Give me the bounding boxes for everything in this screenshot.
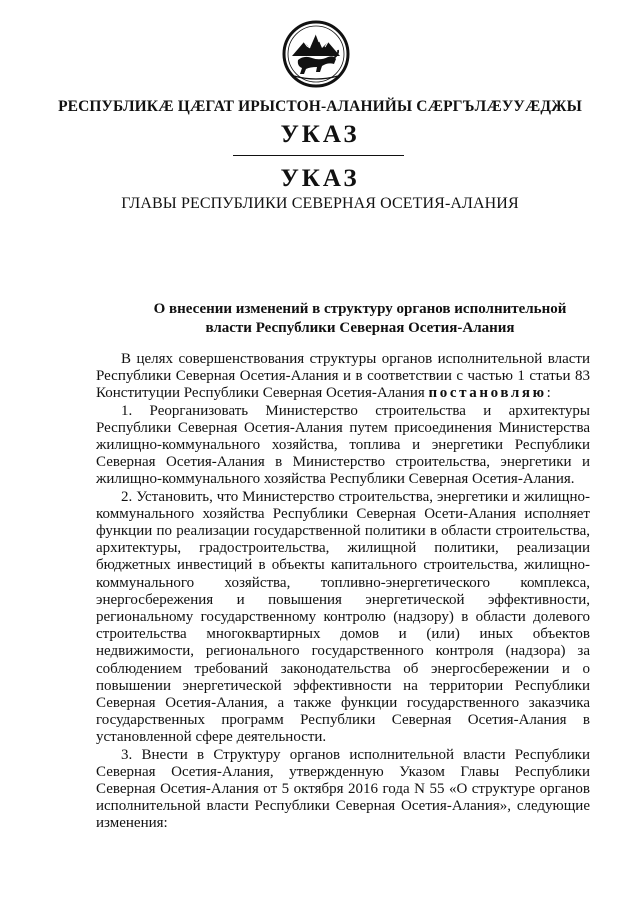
russian-header-title: ГЛАВЫ РЕСПУБЛИКИ СЕВЕРНАЯ ОСЕТИЯ-АЛАНИЯ bbox=[121, 195, 519, 212]
item-paragraph-3: 3. Внести в Структуру органов исполнительной власти Республики Северная Осетия-Алания, утвержденную Указом Главы Республики Северная Осетия-Алания от 5 октября 2016 года N 55 «О структуре органов исполнительной власти Республики Северная Осетия-Алания», следующие изменения: bbox=[96, 746, 590, 832]
item-paragraph-1: 1. Реорганизовать Министерство строительства и архитектуры Республики Северная Осетия-Алания путем присоединения Министерства жилищно-коммунального хозяйства, топлива и энергетики Республики Северная Осетия-Алания в Министерство строительства, энергетики и жилищно-коммунального хозяйства Республики Северная Осетия-Алания. bbox=[96, 402, 590, 488]
item-paragraph-2: 2. Установить, что Министерство строительства, энергетики и жилищно-коммунального хозяйства Республики Северная Осети-Алания исполняет функции по реализации государственной политики в области строительства, архитектуры, градостроительства, жилищной политики, реализации бюджетных инвестиций в объекты капитального строительства, жилищно-коммунального хозяйства, топливно-энергетического комплекса, энергосбережения и повышения энергетической эффективности, региональному государственному контролю (надзору) в области долевого строительства многоквартирных домов и (или) иных объектов недвижимости, регионального государственного контроля (надзора) за соблюдением требований законодательства об энергосбережении и о повышении энергетической эффективности на территории Республики Северная Осетия-Алания, а также функции государственного заказчика государственных программ Республики Северная Осетия-Алания в установленной сфере деятельности. bbox=[96, 488, 590, 746]
postanovlyau-word: постановляю bbox=[428, 385, 547, 402]
decree-subject-line: власти Республики Северная Осетия-Алания bbox=[205, 320, 515, 336]
ukaz-heading-ossetian: УКАЗ bbox=[280, 121, 360, 148]
decree-body bbox=[96, 351, 590, 833]
ukaz-heading-russian: УКАЗ bbox=[280, 165, 360, 192]
preamble-paragraph bbox=[96, 351, 590, 403]
coat-of-arms-emblem bbox=[282, 20, 350, 88]
leopard-emblem-icon bbox=[282, 20, 350, 88]
ossetian-header-title: РЕСПУБЛИКӔ ЦӔГАТ ИРЫСТОН-АЛАНИЙЫ СӔРГЪЛӔУУӔДЖЫ bbox=[58, 98, 582, 115]
decree-subject bbox=[140, 300, 580, 338]
decree-subject-line: О внесении изменений в структуру органов исполнительной bbox=[153, 301, 567, 317]
preamble-colon: : bbox=[546, 385, 551, 402]
preamble-text: В целях совершенствования структуры органов исполнительной власти Республики Северная Осетия-Алания и в соответствии с частью 1 статьи 83 Конституции Республики Северная Осетия-Алания bbox=[96, 351, 590, 402]
header-divider bbox=[233, 155, 404, 156]
